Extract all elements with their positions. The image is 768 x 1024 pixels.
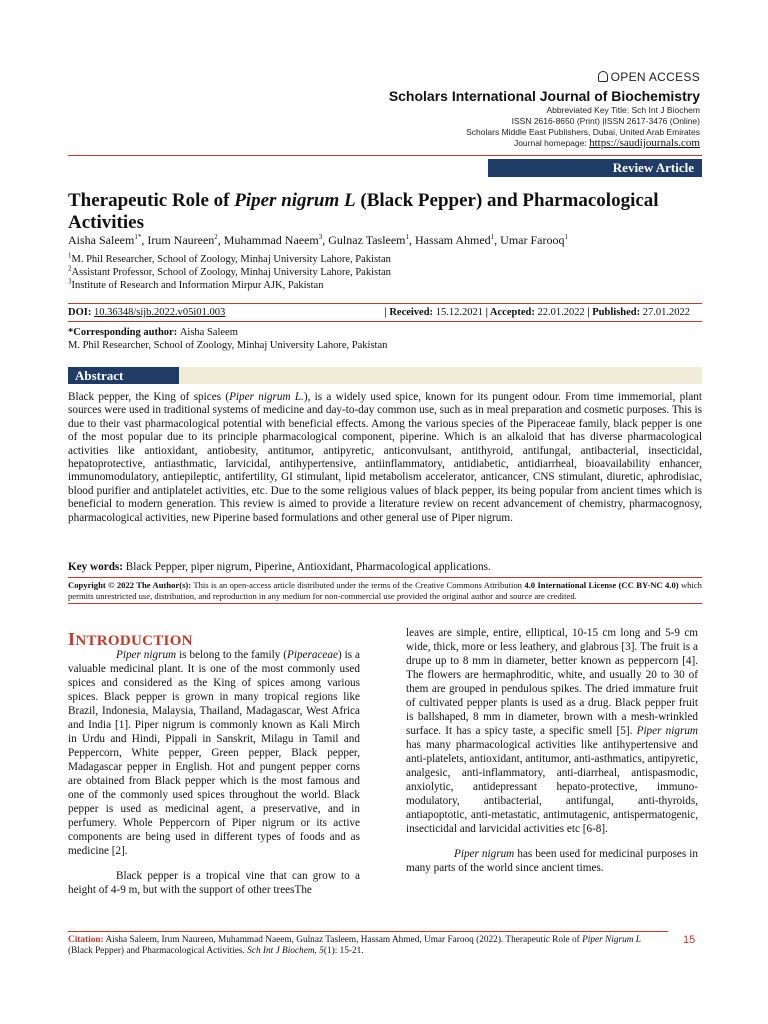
doi-link[interactable]: 10.36348/sijb.2022.v05i01.003 <box>93 307 226 318</box>
author: Umar Farooq$^1$ <box>500 233 568 247</box>
paragraph: Piper nigrum has been used for medicinal purposes in many parts of the world since ancient times. <box>406 848 698 874</box>
paragraph: Piper nigrum is belong to the family (Piperaceae) is a valuable medicinal plant. It is one of the most commonly used spices and considered as the King of spices among various spices. Black pepper is grown in many tropical regions like Brazil, Indonesia, Malaysia, Thailand, Madagascar, West Africa and India [1]. Piper nigrum is commonly known as Kali Mirch in Urdu and Hindi, Pippali in Sanskrit, Milagu in Tamil and Peppercorn, White pepper, Green pepper, Black pepper, Madagascar pepper in English. Hot and pungent pepper corns are obtained from Black pepper which is the most famous and one of the commonly used spices throughout the world. Black pepper is used as medicinal agent, a preservative, and in perfumery. Whole Peppercorn of Piper nigrum or its active components are being used in different types of foods and as medicine [2]. <box>68 649 360 857</box>
author: Muhammad Naeem$^3$, <box>223 233 329 247</box>
article-title: Therapeutic Role of Piper nigrum L (Black Pepper) and Pharmacological Activities <box>68 190 659 233</box>
paragraph: leaves are simple, entire, elliptical, 10-15 cm long and 5-9 cm wide, thick, more or less leathery, and glabrous [3]. The fruit is a drupe up to 8 mm in diameter, better known as peppercorn [4]. The flowers are hermaphroditic, white, and usually 20 to 30 of them are grouped in pendulous spikes. The dried immature fruit of cultivated pepper plants is used as a drug. Black pepper fruit is ballshaped, 8 mm in diameter, brown with a mesh-wrinkled surface. It has a spicy taste, a specific smell [5]. Piper nigrum has many pharmacological activities like antihypertensive and anti-platelets, antioxidant, antitumor, anti-asthmatics, antipyretic, analgesic, anti-inflammatory, anti-diarrheal, antispasmodic, anxiolytic, antidepressant hepato-protective, immuno-modulatory, antibacterial, antifungal, anti-thyroids, antiapoptotic, anti-metastatic, antimutagenic, antispermatogenic, insecticidal and larvicidal activities etc [6-8]. <box>406 627 698 835</box>
header-divider <box>68 155 702 156</box>
copyright-notice: Copyright © 2022 The Author(s): This is an open-access article distributed under the terms of the Creative Commons Attribution 4.0 International License (CC BY-NC 4.0) which permits unrestricted use, distribution, and reproduction in any medium for non-commercial use provided the original author and source are credited. <box>68 577 702 604</box>
journal-name: Scholars International Journal of Biochemistry <box>388 88 700 104</box>
affiliation: $^3$Institute of Research and Information Mirpur AJK, Pakistan <box>68 277 324 291</box>
keywords: Key words: Black Pepper, piper nigrum, Piperine, Antioxidant, Pharmacological applications. <box>68 561 491 573</box>
author-list <box>68 233 708 248</box>
journal-abbrev: Abbreviated Key Title: Sch Int J Biochem <box>546 105 700 115</box>
author: Irum Naureen$^2$, <box>147 233 224 247</box>
journal-homepage: Journal homepage: https://saudijournals.com <box>513 137 700 149</box>
publication-dates: | Received: 15.12.2021 | Accepted: 22.01.2022 | Published: 27.01.2022 <box>384 307 690 318</box>
journal-header <box>280 70 700 149</box>
citation-footer: Citation: Aisha Saleem, Irum Naureen, Muhammad Naeem, Gulnaz Tasleem, Hassam Ahmed, Umar Farooq (2022). Therapeutic Role of Piper Nigrum L (Black Pepper) and Pharmacological Activities. Sch Int J Biochem, 5(1): 15-21. <box>68 931 668 958</box>
abstract-heading: Abstract <box>68 367 179 384</box>
journal-publisher: Scholars Middle East Publishers, Dubai, United Arab Emirates <box>466 127 700 137</box>
journal-homepage-link[interactable]: https://saudijournals.com <box>589 137 700 149</box>
author: Gulnaz Tasleem$^1$, <box>328 233 416 247</box>
paragraph: Black pepper is a tropical vine that can grow to a height of 4-9 m, but with the support of other treesThe <box>68 870 360 896</box>
right-column <box>406 626 698 875</box>
author: Aisha Saleem$^{1*}$, <box>68 233 148 247</box>
left-column <box>68 648 360 897</box>
corresponding-author: *Corresponding author: Aisha Saleem M. Phil Researcher, School of Zoology, Minhaj University Lahore, Pakistan <box>68 327 388 351</box>
affiliation: $^2$Assistant Professor, School of Zoology, Minhaj University Lahore, Pakistan <box>68 264 391 278</box>
doi-bottom-divider <box>68 321 702 322</box>
doi-line: DOI: 10.36348/sijb.2022.v05i01.003 | Received: 15.12.2021 | Accepted: 22.01.2022 | Published: 27.01.2022 <box>68 307 690 318</box>
introduction-heading: INTRODUCTION <box>68 629 193 649</box>
doi-top-divider <box>68 303 702 304</box>
author: Hassam Ahmed$^1$, <box>415 233 501 247</box>
article-type-badge: Review Article <box>488 159 702 177</box>
page-number: 15 <box>683 934 696 946</box>
affiliation: $^1$M. Phil Researcher, School of Zoology, Minhaj University Lahore, Pakistan <box>68 251 391 265</box>
open-access-badge: OPEN ACCESS <box>280 70 700 85</box>
abstract-text: Black pepper, the King of spices (Piper nigrum L.), is a widely used spice, known for its pungent odour. From time immemorial, plant sources were used in traditional systems of medicine and day-to-day common use, such as in meal preparation and cosmetic purposes. This is due to their vast pharmacological potential with beneficial effects. Among the various species of the Piperaceae family, black pepper is one of the most popular due to its principle pharmacological component, piperine. Which is an alkaloid that has diverse pharmacological activities like antioxidant, antiobesity, antitumor, antipyretic, anticonvulsant, antithyroid, antifungal, antibacterial, insecticidal, hepatoprotective, antiasthmatic, larvicidal, antihypertensive, antiinflammatory, antidiabetic, antidiarrheal, bioavailability enhancer, immunomodulatory, antiepileptic, antifertility, GI stimulant, lipid metabolism accelerator, anticancer, CNS stimulant, diuretic, aphrodisiac, blood purifier and antiplatelet activities, etc. Due to the some religious values of black pepper, its being popular from ancient times which is beneficial to modern generation. This review is aimed to provide a literature review on recent advancement of chemistry, pharmacognosy, pharmacological activities, new Piperine based formulations and other general use of Piper nigrum. <box>68 391 702 524</box>
open-lock-icon <box>598 71 608 82</box>
affiliations <box>68 253 708 292</box>
journal-issn: ISSN 2616-8650 (Print) |ISSN 2617-3476 (Online) <box>511 116 700 126</box>
